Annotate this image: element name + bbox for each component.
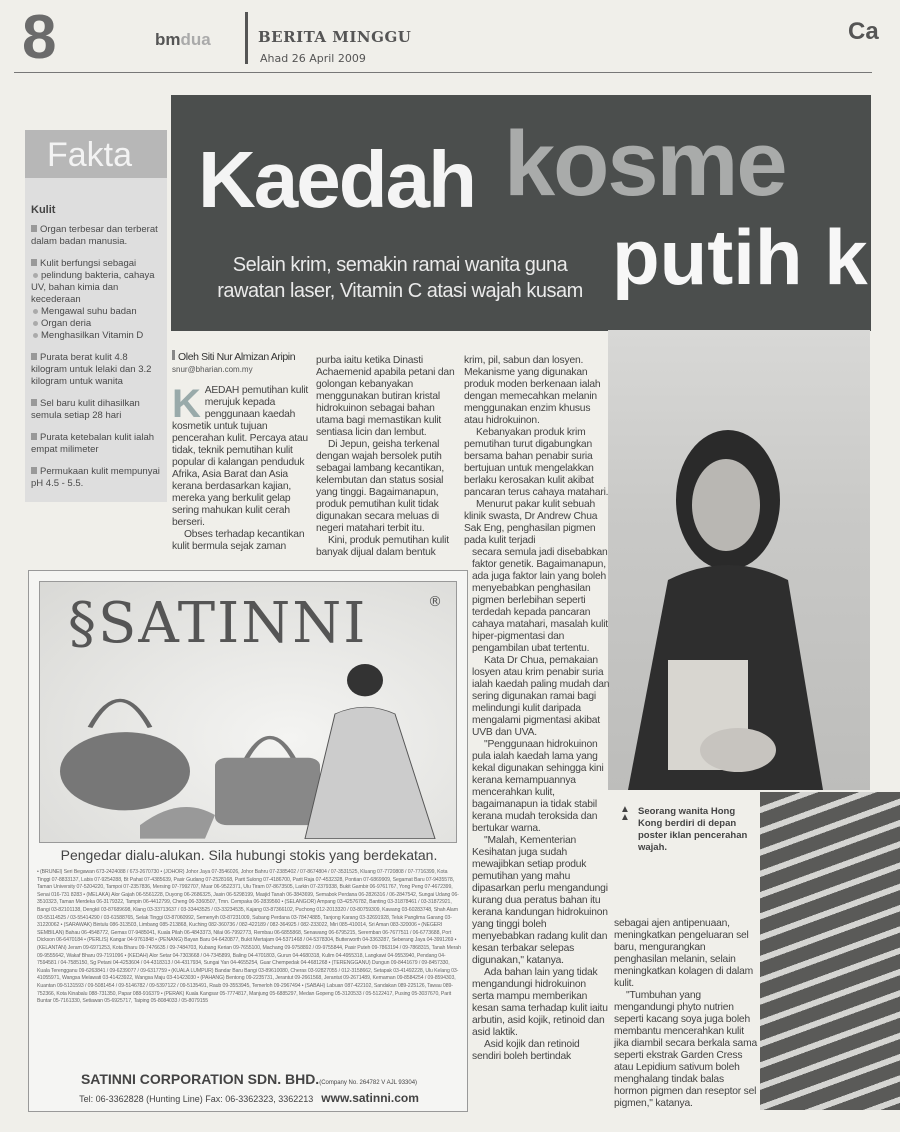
headline-part-1: Kaedah bbox=[198, 135, 475, 224]
article-column-3-continued bbox=[472, 547, 610, 1063]
page-number: 8 bbox=[22, 3, 57, 72]
header-rule bbox=[14, 72, 872, 73]
brand-logo bbox=[68, 591, 368, 656]
secondary-photo bbox=[760, 792, 900, 1110]
phone-fax: Tel: 06-3362828 (Hunting Line) Fax: 06-3362323, 3362213 bbox=[79, 1094, 314, 1104]
bullet-square-icon bbox=[31, 467, 37, 474]
fact-item bbox=[25, 466, 167, 500]
bullet-square-icon bbox=[31, 433, 37, 440]
section-logo bbox=[155, 30, 211, 50]
bullet-square-icon bbox=[31, 259, 37, 266]
paragraph-text: AEDAH pemutihan kulit merujuk kepada penggunaan kaedah kosmetik untuk tujuan pencerahan kulit. Percaya atau tidak, teknik pemutihan kulit popular di kalangan penduduk Afrika, Asia Barat dan Asia kerana berdasarkan kajian, mereka yang berkulit gelap sering mahukan kulit cerah berseri. bbox=[172, 385, 309, 528]
headline-deck: Selain krim, semakin ramai wanita guna rawatan laser, Vitamin C atasi wajah kusam bbox=[217, 254, 583, 302]
company-number: (Company No. 264782 V AJL 93304) bbox=[319, 1080, 418, 1086]
contact-line bbox=[29, 1091, 469, 1106]
paragraph: Kini, produk pemutihan kulit banyak dijual dalam bentuk bbox=[316, 535, 449, 558]
byline-marker bbox=[172, 350, 175, 360]
fact-subitem: Mengawal suhu badan bbox=[41, 306, 137, 317]
fact-item bbox=[25, 224, 167, 258]
headline-part-2: kosme bbox=[504, 118, 786, 215]
handbags-and-model-illustration bbox=[40, 660, 457, 842]
fact-text: Permukaan kulit mempunyai pH 4.5 - 5.5. bbox=[31, 466, 160, 489]
adjacent-page-fragment: Ca bbox=[848, 18, 879, 45]
stockist-list: • (BRUNEI) Seri Begawan 673-2424088 / 673-2670730 • (JOHOR) Johor Jaya 07-3546026, Johor Bahru 07-2385402 / 07-8674804 / 07-3531525, Kluang 07-7720808 / 07-7716399, Kota Tinggi 07-8833137, Labis 07-9254288, Bt Pahat 07-4385639, Pasir Gudang 07-2528168, Parit Sulong 07-4186700, Parit Raja 07-4532328, Pontian 07-6869909, Segamat Baru 07-9435578, Taman University 07-5204220, Tampoi 07-2357836, Mersing 07-7992707, Muar 06-9522371, Ulu Tiram 07-8673505, Larkin 07-2379338, Bukit Gambir 06-9761767, Yong Peng 07-4672399, Senai 016-731 8283 • (MELAKA) Alor Gajah 06-5561228, Duyong 06-2686325, Jasin 06-5298199, Masjid Tanah 06-3843699, Semabok Perdana 06-2826316 / 06-2847542, Sungai Udang 06-3510323, Taman Merdeka 06-3179322, Tampin 06-4412799, Cheng 06-3360507, Tmn. Cempaka 06-2839560 • (SELANGOR) Ampang 03-42576782, Banting 03-31878461 / 03-31872921, Bangi 03-82101138, Dengkil 03-87689698, Klang 03-33713637 / 03-33443525 / 03-33234535, Kajang 03-87366102, Puchong 012-2013320 / 03-80759309, Kawang 03-60283748, Shah Alam 03-55114525 / 03-55414290 / 03-61588765, Selak Tinggi 03-87060992, Semenyih 03-87231009, Subang Perdana 03-78474885, Tanjong Karang 03-32691928, Teluk Panglima Garang 03-31220062 • (SARAWAK) Bintulu 086-313503, Limbang 085-213868, Kuching 082-360736 / 082-422189 / 082-364925 / 082-233022, Miri 085-410014, Sri Aman 083-320006 • (NEGERI SEMBILAN) Bahau 06-4548772, Gemas 07-9485041, Kuala Pilah 06-4843373, Nilai 06-7992773, Rembau 06-6855868, Senawang 06-6795215, Seremban 06-7677511 / 06-6773688, Port Dickson 06-6470184 • (PERLIS) Kangar 04-9761848 • (PENANG) Bayan Baru 04-6420877, Bukit Mertajam 04-5371468 / 04-5378304, Butterworth 04-3363287, Seberang Jaya 04-3991269 • (KELANTAN) Jeram 09-6971253, Kota Bharu 09-7476635 / 09-7484703, Kubang Kerian 09-7655100, Machang 09-9758892 / 09-9755844, Pasir Puteh 09-7863194 / 09-7868315, Tanah Merah 09-9555642, Wakaf Bharu 09-7191096 • (KEDAH) Alor Setar 04-7303668 / 04-7345899, Baling 04-4701803, Gurun 04-4680318, Kulim 04-4955318, Langkawi 04-9553940, Pendang 04-7594581 / 04-7585150, Sg Petani 04-4253604 / 04-4318313 / 04-4317934, Sungai Yan 04-4655254, Guar Chempedak 04-4681268 • (TERENGGANU) Dungun 09-8441679 / 09-8457330, Kuala Terengganu 09-6263841 / 09-6239077 / 09-6317759 • (KUALA LUMPUR) Bandar Baru Bangi 03-89610080, Cheras 03-92827055 / 012-3158662, Setapak 03-41492228, Ulu Kelang 03-41055971, Wangsa Melawati 03-41423922, Wangsa Maju 03-41423030 • (PAHANG) Bentong 09-2235731, Jerantut 09-2661568, Jerantut 09-2671489, Kemaman 09-8584254 / 09-8594303, Kuantan 09-5131593 / 09-5081454 / 09-5146782 / 09-5397122 / 09-5135491, Raub 09-3553945, Temerloh 09-2967494 • (SABAH) Labuan 087-422102, Sandakan 089-225126, Tawau 089-752366, Kota Kinabalu 088-731350, Papar 088-916379 • (PERAK) Kuala Kangsar 05-7774817, Manjung 05-6885297, Medan Gopeng 05-3120533 / 05-5122417, Pusing 05-3037670, Parit Buntar 05-7161330, Setiawan 05-6925717, Taiping 05-8084033 / 05-8079155 bbox=[37, 869, 461, 1005]
paragraph: Kebanyakan produk krim pemutihan turut digabungkan bersama bahan penabir suria bertujuan untuk mengelakkan berlaku kerosakan kulit akibat pancaran terus cahaya matahari. bbox=[464, 427, 609, 498]
paragraph: Menurut pakar kulit sebuah klinik swasta, Dr Andrew Chua Sak Eng, penghasilan pigmen pada kulit terjadi bbox=[464, 499, 598, 546]
woman-photo bbox=[608, 330, 870, 790]
author-name: Oleh Siti Nur Almizan Aripin bbox=[178, 351, 296, 363]
satinni-advertisement bbox=[28, 570, 468, 1112]
article-column-2 bbox=[316, 355, 462, 559]
bullet-square-icon bbox=[31, 225, 37, 232]
paragraph: "Tumbuhan yang mengandungi phyto nutrien seperti kacang soya juga boleh membantu mencerahkan kulit jika diambil secara berkala sama seperti ekstrak Garden Cress atau Lepidium sativum boleh menghalang tindak balas hormon pigmen dan reseptor sel pigmen," katanya. bbox=[614, 990, 757, 1109]
paragraph: secara semula jadi disebabkan faktor genetik. Bagaimanapun, ada juga faktor lain yang boleh menyebabkan penghasilan pigmen berlebihan seperti terdedah kepada pancaran cahaya matahari, masalah kulit hiper-pigmentasi dan pengambilan ubat tertentu. bbox=[472, 547, 608, 654]
newspaper-name: BERITA MINGGU bbox=[258, 28, 412, 46]
paragraph: Ada bahan lain yang tidak mengandungi hidrokuinon serta mampu memberikan kesan sama terhadap kulit iaitu arbutin, asid kojik, retinoid dan asid laktik. bbox=[472, 967, 608, 1038]
fact-subitem: Menghasilkan Vitamin D bbox=[41, 330, 144, 341]
fact-text: Organ terbesar dan terberat dalam badan manusia. bbox=[31, 224, 158, 247]
headline-line-2: putih k bbox=[612, 218, 868, 301]
section-logo-b: dua bbox=[180, 30, 211, 49]
bullet-square-icon bbox=[31, 353, 37, 360]
company-name bbox=[29, 1071, 469, 1087]
fact-subitem: pelindung bakteria, cahaya UV, bahan kimia dan kecederaan bbox=[31, 270, 155, 305]
bullet-dot-icon bbox=[33, 321, 38, 326]
caption-text: Seorang wanita Hong Kong berdiri di depan poster iklan pencerahan wajah. bbox=[638, 806, 748, 853]
fact-item bbox=[25, 258, 167, 352]
fact-subitem: Organ deria bbox=[41, 318, 92, 329]
fact-text: Kulit berfungsi sebagai bbox=[40, 258, 137, 269]
fact-box bbox=[25, 130, 167, 502]
paragraph: Asid kojik dan retinoid sendiri boleh bertindak bbox=[472, 1039, 580, 1062]
fact-text: Purata ketebalan kulit ialah empat milimeter bbox=[31, 432, 155, 455]
author-email[interactable]: snur@bharian.com.my bbox=[172, 365, 253, 374]
article-column-3 bbox=[464, 355, 610, 547]
registered-mark: ® bbox=[428, 594, 442, 610]
ad-product-image bbox=[39, 581, 457, 843]
fact-text: Sel baru kulit dihasilkan semula setiap 28 hari bbox=[31, 398, 140, 421]
paragraph: purba iaitu ketika Dinasti Achaemenid apabila petani dan golongan kebanyakan menggunakan butiran kristal hidrokuinon sebagai bahan utama bagi memastikan kulit sentiasa licin dan lembut. bbox=[316, 355, 455, 438]
paragraph: Obses terhadap kecantikan kulit bermula sejak zaman bbox=[172, 529, 305, 552]
article-column-3-flow bbox=[464, 355, 612, 1063]
ad-tagline: Pengedar dialu-alukan. Sila hubungi stokis yang berdekatan. bbox=[60, 847, 438, 863]
paragraph: "Malah, Kementerian Kesihatan juga sudah mewajibkan setiap produk pemutihan yang mahu dipasarkan perlu mengandungi kurang dua peratus bahan itu kerana kandungan hidrokuinon yang tinggi boleh menyebabkan radang kulit dan kesan terbakar selepas digunakan," katanya. bbox=[472, 835, 608, 966]
paragraph: Kata Dr Chua, pemakaian losyen atau krim penabir suria ialah kaedah paling mudah dan sering digunakan ramai bagi melindungi kulit daripada mengalami pigmentasi akibat UVB dan UVA. bbox=[472, 655, 610, 738]
bullet-dot-icon bbox=[33, 333, 38, 338]
photo-caption bbox=[620, 806, 760, 854]
article-column-4 bbox=[614, 918, 760, 1110]
logo-swirl-icon: § bbox=[68, 591, 98, 656]
fact-item bbox=[25, 432, 167, 466]
section-logo-a: bm bbox=[155, 30, 181, 49]
bullet-dot-icon bbox=[33, 273, 38, 278]
fact-text: Purata berat kulit 4.8 kilogram untuk lelaki dan 3.2 kilogram untuk wanita bbox=[31, 352, 152, 387]
caption-arrow-icon: ▲ ▲ bbox=[620, 804, 630, 823]
website-link[interactable]: www.satinni.com bbox=[321, 1091, 419, 1105]
fact-box-title: Fakta bbox=[25, 130, 167, 178]
paragraph: sebagai ajen antipenuaan, meningkatkan pengeluaran sel baru, mengurangkan penghasilan melanin, selain meningkatkan kolagen di dalam kulit. bbox=[614, 918, 754, 989]
drop-cap: K bbox=[172, 382, 201, 426]
byline bbox=[172, 350, 314, 363]
article-column-1 bbox=[172, 382, 314, 553]
paragraph: Di Jepun, geisha terkenal dengan wajah bersolek putih sebagai lambang kecantikan, kelembutan dan status sosial yang tinggi. Bagaimanapun, produk pemutihan kulit tidak digunakan secara meluas di negeri matahari terbit itu. bbox=[316, 439, 444, 534]
company-name-text: SATINNI CORPORATION SDN. BHD. bbox=[80, 1071, 320, 1087]
fact-item bbox=[25, 398, 167, 432]
fact-box-subtitle: Kulit bbox=[31, 204, 56, 216]
header-divider bbox=[245, 12, 248, 64]
brand-name: SATINNI bbox=[98, 591, 368, 656]
issue-date: Ahad 26 April 2009 bbox=[260, 52, 366, 65]
paragraph: "Penggunaan hidrokuinon pula ialah kaedah lama yang kekal digunakan sehingga kini kerana kemampuannya mencerahkan kulit, bagaimanapun ia tidak stabil kerana mudah teroksida dan bertukar warna. bbox=[472, 739, 604, 834]
paragraph bbox=[172, 382, 314, 529]
woman-photo-illustration bbox=[608, 330, 870, 790]
bullet-dot-icon bbox=[33, 309, 38, 314]
paragraph: krim, pil, sabun dan losyen. Mekanisme yang digunakan produk moden berkenaan ialah dengan memecahkan melanin menggunakan enzim khusus atau hidrokuinon. bbox=[464, 355, 601, 426]
fact-item bbox=[25, 352, 167, 398]
bullet-square-icon bbox=[31, 399, 37, 406]
